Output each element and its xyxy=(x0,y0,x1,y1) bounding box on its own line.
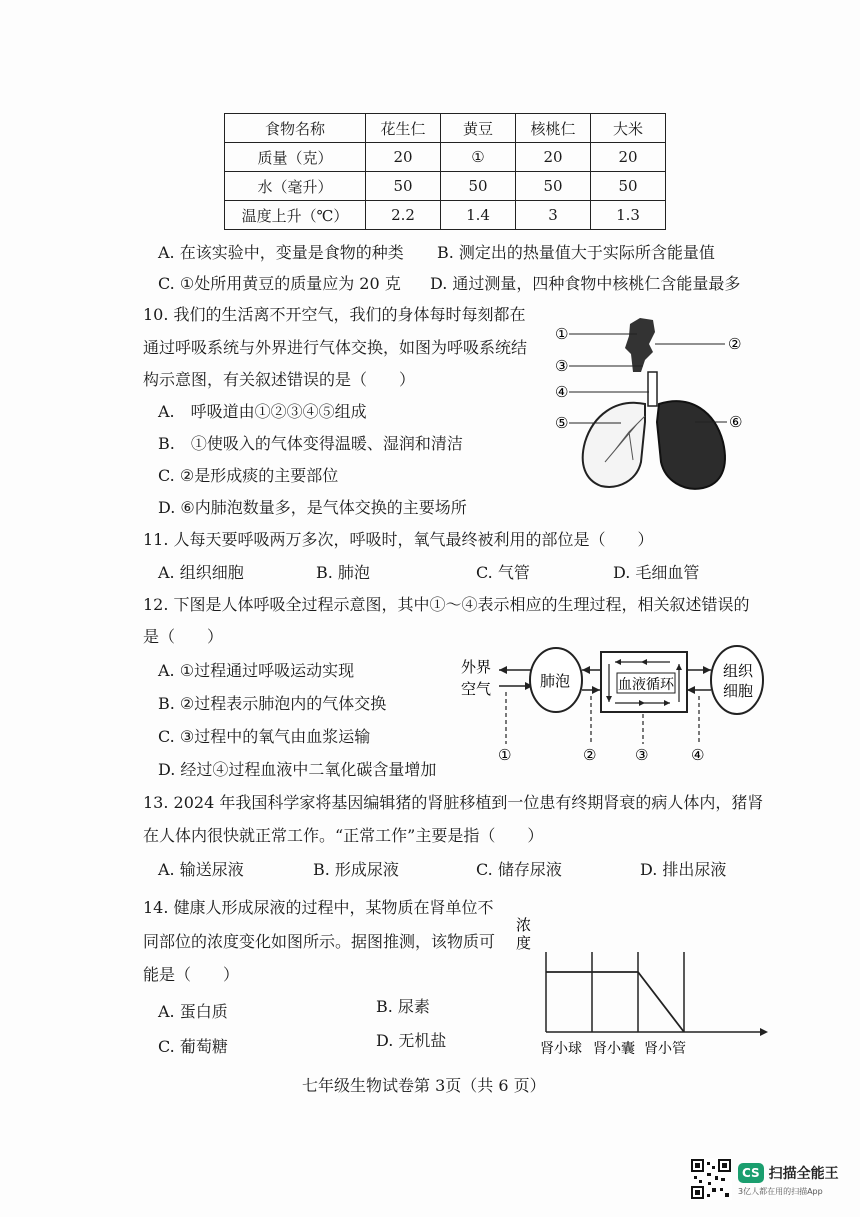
table-row xyxy=(225,172,666,201)
scanner-brand xyxy=(738,1163,839,1197)
q10-option-b: B. ①使吸入的气体变得温暖、湿润和清洁 xyxy=(158,434,463,453)
graph-region-3: 肾小管 xyxy=(644,1041,686,1057)
table-cell: 20 xyxy=(591,143,666,172)
q10-stem-line1: 10. 我们的生活离不开空气，我们的身体每时每刻都在 xyxy=(143,305,526,324)
graph-region-1: 肾小球 xyxy=(540,1041,582,1057)
table-row xyxy=(225,114,666,143)
q12-option-a: A. ①过程通过呼吸运动实现 xyxy=(158,661,355,680)
respiratory-system-diagram xyxy=(545,312,750,497)
q11-option-a: A. 组织细胞 xyxy=(158,563,244,582)
q9-option-a: A. 在该实验中，变量是食物的种类 xyxy=(158,243,404,262)
q12-stem-line2: 是（ ） xyxy=(143,627,224,646)
outside-air-label-1: 外界 xyxy=(461,658,492,676)
table-cell: 50 xyxy=(441,172,516,201)
blood-circulation-label: 血液循环 xyxy=(618,677,674,693)
q11-option-c: C. 气管 xyxy=(476,563,530,582)
graph-ylabel-2: 度 xyxy=(516,934,532,952)
table-cell: 黄豆 xyxy=(441,114,516,143)
concentration-graph xyxy=(510,912,775,1062)
table-cell: 50 xyxy=(366,172,441,201)
table-cell: 1.3 xyxy=(591,201,666,230)
q12-option-b: B. ②过程表示肺泡内的气体交换 xyxy=(158,694,387,713)
step-label-1: ① xyxy=(498,746,512,764)
concentration-line xyxy=(546,972,684,1032)
q14-option-b: B. 尿素 xyxy=(376,997,430,1016)
q13-stem-line1: 13. 2024 年我国科学家将基因编辑猪的肾脏移植到一位患有终期肾衰的病人体内，猪肾 xyxy=(143,793,764,812)
q14-stem-line1: 14. 健康人形成尿液的过程中，某物质在肾单位不 xyxy=(143,898,494,917)
q11-option-d: D. 毛细血管 xyxy=(613,563,700,582)
q14-option-c: C. 葡萄糖 xyxy=(158,1037,228,1056)
respiration-process-diagram xyxy=(455,640,765,770)
q11-stem: 11. 人每天要呼吸两万多次，呼吸时，氧气最终被利用的部位是（ ） xyxy=(143,530,654,549)
table-cell: 食物名称 xyxy=(225,114,366,143)
q10-option-d: D. ⑥内肺泡数量多，是气体交换的主要场所 xyxy=(158,498,467,517)
q13-stem-line2: 在人体内很快就正常工作。“正常工作”主要是指（ ） xyxy=(143,826,544,845)
table-cell: 核桃仁 xyxy=(516,114,591,143)
tissue-cell-circle xyxy=(711,646,763,714)
nasal-cavity-shape xyxy=(625,318,655,372)
q14-option-d: D. 无机盐 xyxy=(376,1031,447,1050)
diagram-label-6: ⑥ xyxy=(729,413,743,431)
q9-option-d: D. 通过测量，四种食物中核桃仁含能量最多 xyxy=(430,274,741,293)
step-label-3: ③ xyxy=(635,746,649,764)
q12-stem-line1: 12. 下图是人体呼吸全过程示意图，其中①～④表示相应的生理过程，相关叙述错误的 xyxy=(143,595,750,614)
cs-logo-icon: CS xyxy=(738,1163,764,1183)
outside-air-label-2: 空气 xyxy=(461,680,492,698)
table-cell: 3 xyxy=(516,201,591,230)
table-cell: 20 xyxy=(516,143,591,172)
q11-option-b: B. 肺泡 xyxy=(316,563,370,582)
table-cell: 1.4 xyxy=(441,201,516,230)
q13-option-a: A. 输送尿液 xyxy=(158,860,244,879)
q12-option-c: C. ③过程中的氧气由血浆运输 xyxy=(158,727,371,746)
q14-stem-line2: 同部位的浓度变化如图所示。据图推测，该物质可 xyxy=(143,932,496,951)
food-energy-table xyxy=(224,113,666,230)
q9-option-c: C. ①处所用黄豆的质量应为 20 克 xyxy=(158,274,401,293)
q10-option-c: C. ②是形成痰的主要部位 xyxy=(158,466,339,485)
q10-option-a: A. 呼吸道由①②③④⑤组成 xyxy=(158,402,367,421)
alveoli-label: 肺泡 xyxy=(540,672,571,690)
tissue-label-1: 组织 xyxy=(723,662,754,680)
step-label-4: ④ xyxy=(691,746,705,764)
brand-tagline: 3亿人都在用的扫描App xyxy=(738,1187,823,1196)
diagram-label-3: ③ xyxy=(555,357,569,375)
table-cell: ① xyxy=(441,143,516,172)
table-cell: 50 xyxy=(591,172,666,201)
q9-option-b: B. 测定出的热量值大于实际所含能量值 xyxy=(437,243,715,262)
table-cell: 花生仁 xyxy=(366,114,441,143)
q10-stem-line2: 通过呼吸系统与外界进行气体交换，如图为呼吸系统结 xyxy=(143,338,528,357)
diagram-label-4: ④ xyxy=(555,383,569,401)
diagram-label-2: ② xyxy=(728,335,742,353)
table-row xyxy=(225,143,666,172)
table-cell: 温度上升（℃） xyxy=(225,201,366,230)
lung-right-shape xyxy=(657,401,725,489)
graph-ylabel-1: 浓 xyxy=(516,916,532,934)
graph-region-2: 肾小囊 xyxy=(593,1041,635,1057)
trachea-shape xyxy=(648,372,657,406)
qr-code-icon xyxy=(690,1158,732,1200)
q10-stem-line3: 构示意图，有关叙述错误的是（ ） xyxy=(143,370,416,389)
lung-left-shape xyxy=(583,403,645,487)
q13-option-d: D. 排出尿液 xyxy=(640,860,727,879)
q14-option-a: A. 蛋白质 xyxy=(158,1002,228,1021)
page-footer: 七年级生物试卷第 3页（共 6 页） xyxy=(302,1076,546,1095)
brand-name: 扫描全能王 xyxy=(768,1166,839,1182)
q12-option-d: D. 经过④过程血液中二氧化碳含量增加 xyxy=(158,760,437,779)
tissue-label-2: 细胞 xyxy=(723,682,754,700)
q14-stem-line3: 能是（ ） xyxy=(143,965,240,984)
q13-option-b: B. 形成尿液 xyxy=(313,860,399,879)
table-cell: 20 xyxy=(366,143,441,172)
table-cell: 2.2 xyxy=(366,201,441,230)
table-cell: 50 xyxy=(516,172,591,201)
table-cell: 大米 xyxy=(591,114,666,143)
q13-option-c: C. 储存尿液 xyxy=(476,860,562,879)
table-cell: 水（毫升） xyxy=(225,172,366,201)
diagram-label-5: ⑤ xyxy=(555,414,569,432)
table-row xyxy=(225,201,666,230)
diagram-label-1: ① xyxy=(555,325,569,343)
table-cell: 质量（克） xyxy=(225,143,366,172)
step-label-2: ② xyxy=(583,746,597,764)
